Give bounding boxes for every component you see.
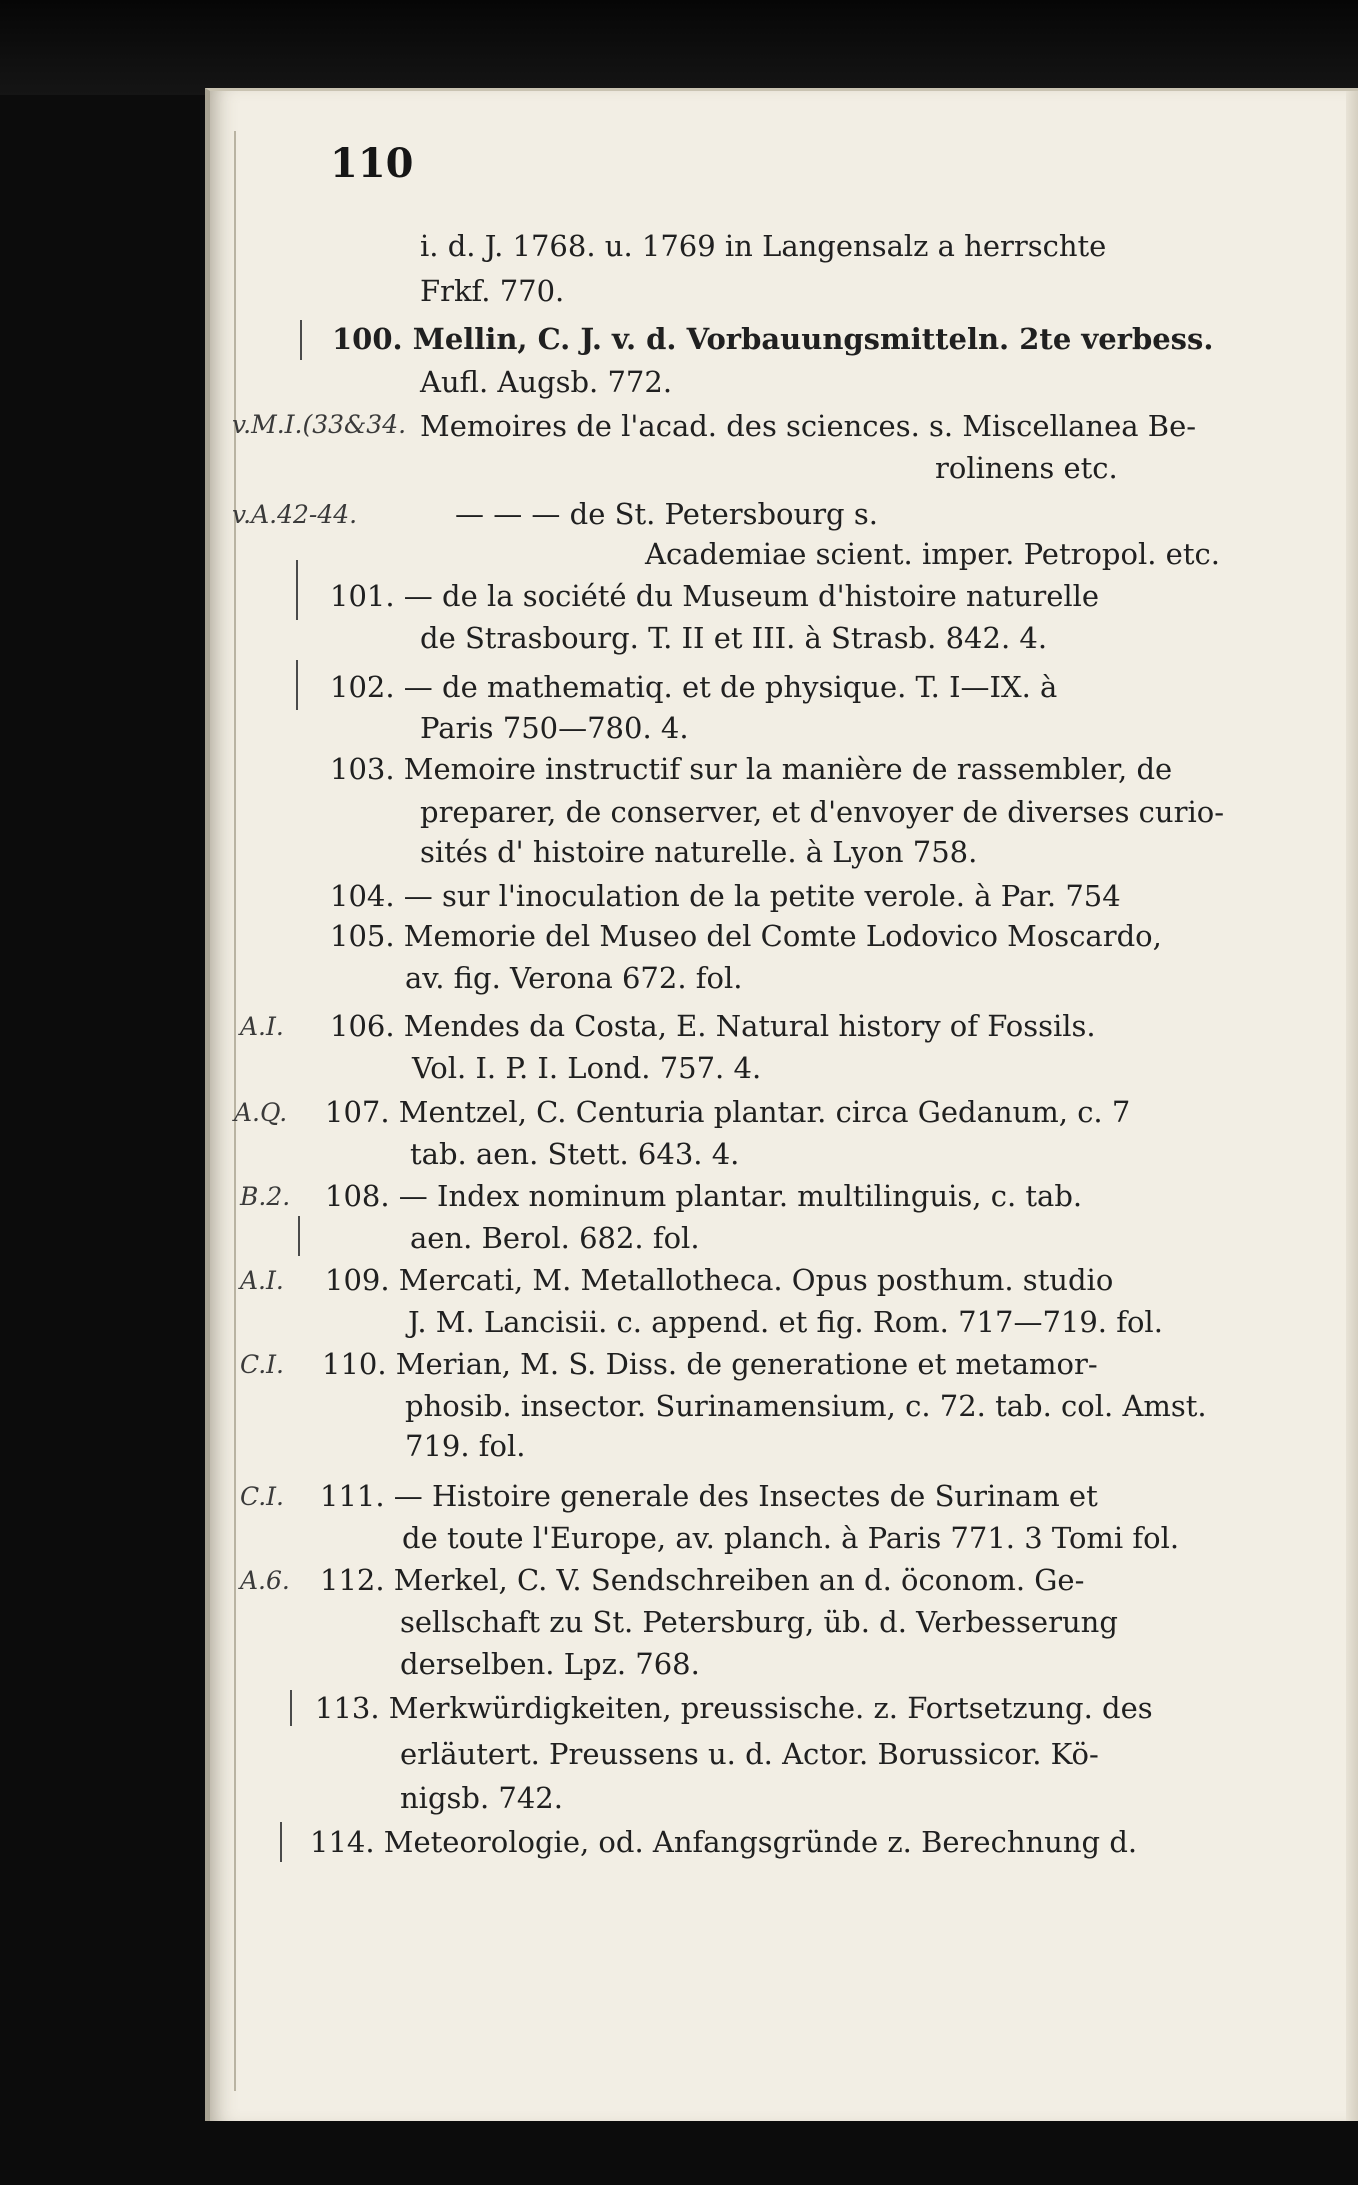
margin-tick: [290, 1690, 292, 1726]
entry-line: — — — de St. Petersbourg s.: [455, 497, 878, 531]
page-edge: [1346, 91, 1358, 2121]
entry-line: Frkf. 770.: [420, 274, 565, 308]
marginal-note: A.6.: [240, 1566, 290, 1595]
entry-line: J. M. Lancisii. c. append. et fig. Rom. 717—719. fol.: [408, 1305, 1163, 1339]
entry-line: Aufl. Augsb. 772.: [420, 365, 673, 399]
entry-114: 114. Meteorologie, od. Anfangsgründe z. Berechnung d.: [310, 1825, 1138, 1859]
page-number: 110: [330, 140, 414, 187]
entry-line: erläutert. Preussens u. d. Actor. Borussicor. Kö-: [400, 1737, 1099, 1771]
entry-line: derselben. Lpz. 768.: [400, 1647, 700, 1681]
entry-line: sellschaft zu St. Petersburg, üb. d. Verbesserung: [400, 1605, 1118, 1639]
marginal-note: B.2.: [240, 1182, 291, 1211]
entry-line: rolinens etc.: [935, 451, 1118, 485]
entry-107: 107. Mentzel, C. Centuria plantar. circa Gedanum, c. 7: [325, 1095, 1131, 1129]
marginal-note: C.I.: [240, 1482, 285, 1511]
entry-106: 106. Mendes da Costa, E. Natural history of Fossils.: [330, 1009, 1096, 1043]
entry-108: 108. — Index nominum plantar. multilinguis, c. tab.: [325, 1179, 1083, 1213]
marginal-note: A.Q.: [234, 1098, 288, 1127]
marginal-note: v.A.42-44.: [232, 500, 358, 529]
entry-line: av. fig. Verona 672. fol.: [405, 961, 743, 995]
entry-100: 100. Mellin, C. J. v. d. Vorbauungsmitteln. 2te verbess.: [332, 322, 1214, 356]
entry-line: aen. Berol. 682. fol.: [410, 1221, 700, 1255]
entry-109: 109. Mercati, M. Metallotheca. Opus posthum. studio: [325, 1263, 1114, 1297]
entry-112: 112. Merkel, C. V. Sendschreiben an d. öconom. Ge-: [320, 1563, 1085, 1597]
marginal-note: C.I.: [240, 1350, 285, 1379]
entry-line: Academiae scient. imper. Petropol. etc.: [645, 537, 1220, 571]
marginal-note: A.I.: [240, 1266, 284, 1295]
entry-line: nigsb. 742.: [400, 1781, 563, 1815]
entry-line: de toute l'Europe, av. planch. à Paris 771. 3 Tomi fol.: [402, 1521, 1180, 1555]
margin-tick: [280, 1822, 282, 1862]
entry-102: 102. — de mathematiq. et de physique. T. I—IX. à: [330, 670, 1058, 704]
entry-line: 719. fol.: [405, 1429, 526, 1463]
entry-line: i. d. J. 1768. u. 1769 in Langensalz a herrschte: [420, 229, 1107, 263]
marginal-note: v.M.I.(33&34.: [232, 410, 407, 439]
entry-103: 103. Memoire instructif sur la manière de rassembler, de: [330, 752, 1173, 786]
margin-tick: [296, 560, 298, 620]
margin-tick: [300, 320, 302, 360]
entry-113: 113. Merkwürdigkeiten, preussische. z. Fortsetzung. des: [315, 1691, 1153, 1725]
entry-101: 101. — de la société du Museum d'histoire naturelle: [330, 579, 1100, 613]
margin-tick: [296, 660, 298, 710]
entry-110: 110. Merian, M. S. Diss. de generatione et metamor-: [322, 1347, 1098, 1381]
entry-line: sités d' histoire naturelle. à Lyon 758.: [420, 835, 978, 869]
marginal-note: A.I.: [240, 1012, 284, 1041]
entry-line: tab. aen. Stett. 643. 4.: [410, 1137, 740, 1171]
entry-line: Paris 750—780. 4.: [420, 711, 689, 745]
entry-104: 104. — sur l'inoculation de la petite verole. à Par. 754: [330, 879, 1121, 913]
entry-line: preparer, de conserver, et d'envoyer de diverses curio-: [420, 795, 1224, 829]
scan-background: [0, 0, 1358, 95]
margin-tick: [298, 1216, 300, 1256]
entry-line: phosib. insector. Surinamensium, c. 72. tab. col. Amst.: [405, 1389, 1207, 1423]
entry-105: 105. Memorie del Museo del Comte Lodovico Moscardo,: [330, 919, 1162, 953]
entry-line: Memoires de l'acad. des sciences. s. Miscellanea Be-: [420, 409, 1197, 443]
entry-111: 111. — Histoire generale des Insectes de Surinam et: [320, 1479, 1098, 1513]
entry-line: Vol. I. P. I. Lond. 757. 4.: [412, 1051, 762, 1085]
entry-line: de Strasbourg. T. II et III. à Strasb. 842. 4.: [420, 621, 1048, 655]
